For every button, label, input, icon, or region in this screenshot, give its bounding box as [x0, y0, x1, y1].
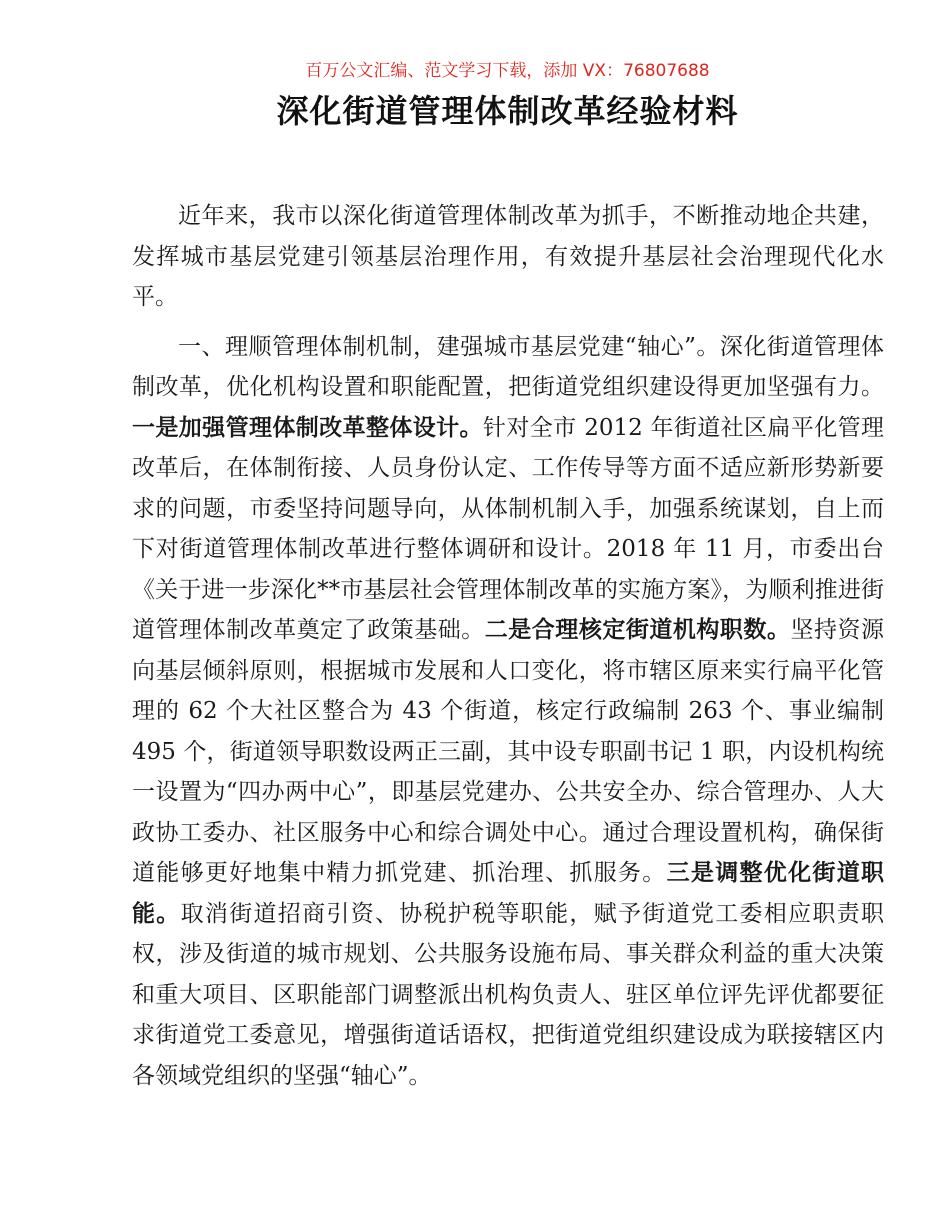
point-three-text: 取消街道招商引资、协税护税等职能，赋予街道党工委相应职责职权，涉及街道的城市规划、公共服务设施布局、事关群众利益的重大决策和重大项目、区职能部门调整派出机构负责人、驻区单位评先评优都要征求街道党工委意见，增强街道话语权，把街道党组织建设成为联接辖区内各领域党组织的坚强“轴心”。 — [132, 900, 885, 1089]
point-two-heading: 二是合理核定街道机构职数。 — [484, 617, 791, 643]
section-one-intro: 一、理顺管理体制机制，建强城市基层党建“轴心”。深化街道管理体制改革，优化机构设置和职能配置，把街道党组织建设得更加坚强有力。 — [132, 333, 884, 400]
point-one-heading: 一是加强管理体制改革整体设计。 — [132, 414, 483, 441]
intro-paragraph: 近年来，我市以深化街道管理体制改革为抓手，不断推动地企共建，发挥城市基层党建引领基层治理作用，有效提升基层社会治理现代化水平。 — [132, 203, 884, 310]
document-title: 深化街道管理体制改革经验材料 — [276, 92, 739, 130]
promo-banner: 百万公文汇编、范文学习下载，添加 VX：76807688 — [305, 61, 710, 81]
point-one-text: 针对全市 2012 年街道社区扁平化管理改革后，在体制衔接、人员身份认定、工作传导等方面不适应新形势新要求的问题，市委坚持问题导向，从体制机制入手，加强系统谋划，自上而下对街道管理体制改革进行整体调研和设计。2018 年 11 月，市委出台《关于进一步深化**市基层社会管理体制改革的实施方案》，为顺利推进街道管理体制改革奠定了政策基础。 — [132, 414, 884, 643]
point-three-heading: 三是调整优化街道职能。 — [132, 860, 885, 927]
section-one-paragraph — [132, 327, 884, 1097]
point-two-text: 坚持资源向基层倾斜原则，根据城市发展和人口变化，将市辖区原来实行扁平化管理的 62 个大社区整合为 43 个街道，核定行政编制 263 个、事业编制 495 个，街道领导职数设两正三副，其中设专职副书记 1 职，内设机构统一设置为“四办两中心”，即基层党建办、公共安全办、综合管理办、人大政协工委办、社区服务中心和综合调处中心。通过合理设置机构，确保街道能够更好地集中精力抓党建、抓治理、抓服务。 — [132, 617, 885, 886]
document-body — [132, 196, 884, 1105]
